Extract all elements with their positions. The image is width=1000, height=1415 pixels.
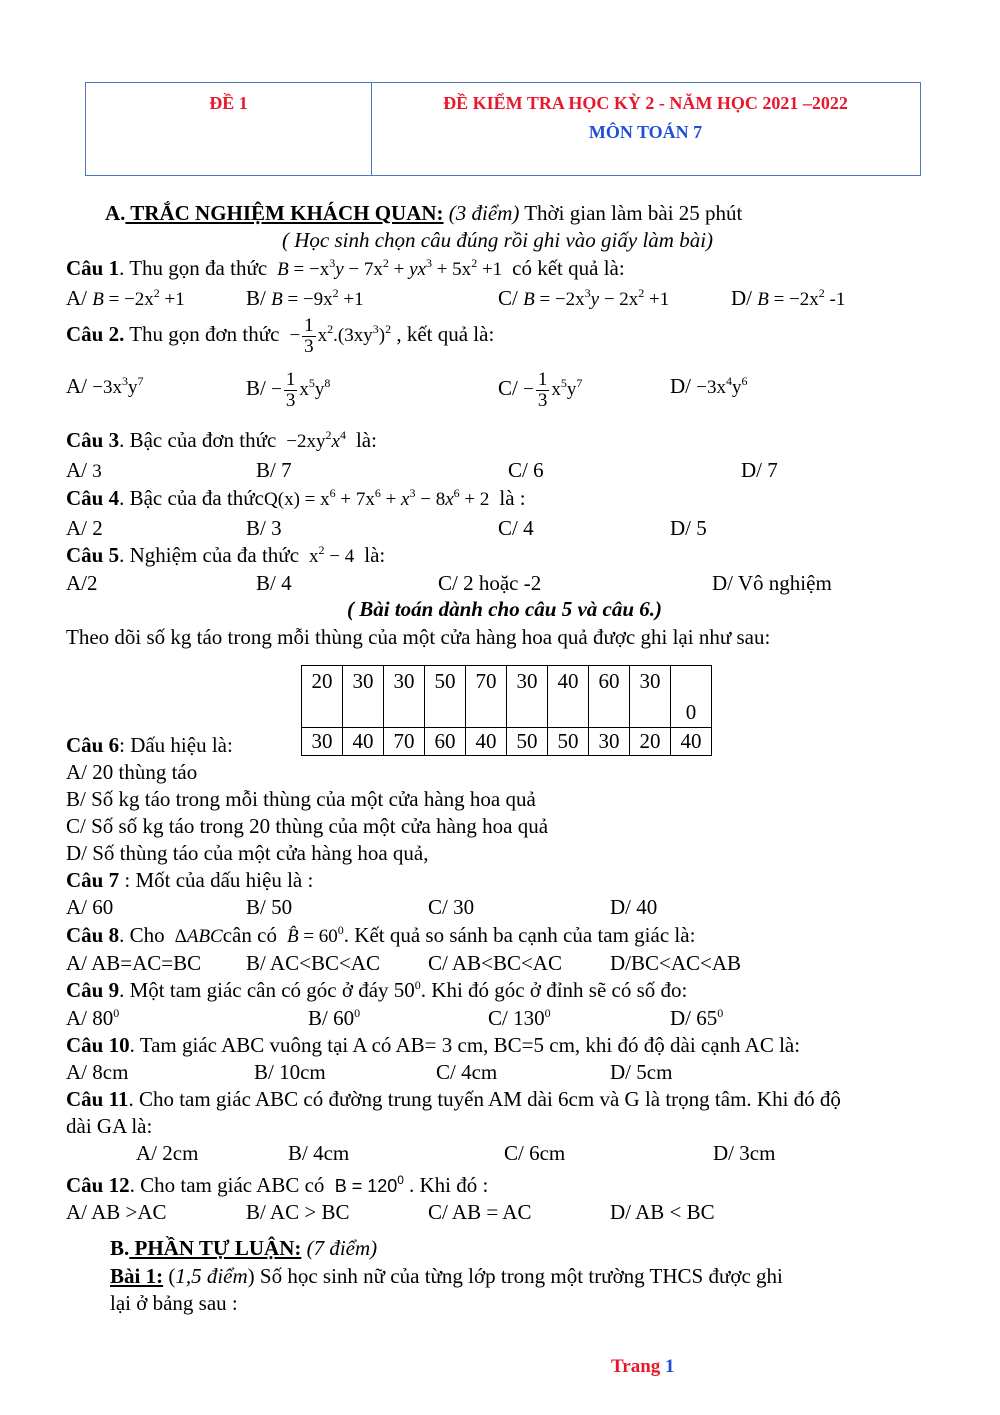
q9-option-c: C/ $130^0$ (488, 1006, 551, 1030)
question-4: Câu 4. Bậc của đa thứcQ(x) = $x^6 + 7x^6 + x^3 - 8x^6 + 2$ là : (66, 486, 526, 510)
q7-option-c: C/ 30 (428, 895, 475, 919)
q5-option-d: D/ Vô nghiệm (712, 571, 832, 595)
q2-option-b: B/ − $\frac{1}{3}$ $x^5y^8$ (246, 369, 331, 411)
table-cell: 20 (302, 666, 343, 728)
table-cell: 20 (630, 728, 671, 756)
page-footer: Trang 1 (611, 1356, 675, 1377)
q5-option-b: B/ 4 (256, 571, 292, 595)
q11-option-d: D/ 3cm (713, 1141, 776, 1165)
question-5: Câu 5. Nghiệm của đa thức $x^2 - 4$ là: (66, 543, 386, 567)
q9-option-b: B/ $60^0$ (308, 1006, 361, 1030)
problem-note: ( Bài toán dành cho câu 5 và câu 6.) (347, 597, 663, 621)
problem-text: Theo dõi số kg táo trong mỗi thùng của một cửa hàng hoa quả được ghi lại như sau: (66, 625, 771, 649)
q11-option-a: A/ 2cm (136, 1141, 199, 1165)
q12-option-a: A/ AB >AC (66, 1200, 167, 1224)
question-12: Câu 12. Cho tam giác ABC có $B = 120^0$ . Khi đó : (66, 1173, 489, 1197)
q4-option-a: A/ 2 (66, 516, 103, 540)
question-10: Câu 10. Tam giác ABC vuông tại A có AB= 3 cm, BC=5 cm, khi đó độ dài cạnh AC là: (66, 1033, 801, 1057)
question-9: Câu 9. Một tam giác cân có góc ở đáy $50^0$. Khi đó góc ở đỉnh sẽ có số đo: (66, 978, 688, 1002)
table-cell: 40 (466, 728, 507, 756)
q4-option-c: C/ 4 (498, 516, 534, 540)
table-cell: 60 (589, 666, 630, 728)
question-8: Câu 8. Cho ΔABCcân có B̂ = $60^0$. Kết quả so sánh ba cạnh của tam giác là: (66, 923, 696, 947)
q3-option-b: B/ 7 (256, 458, 292, 482)
bai-1-cont: lại ở bảng sau : (110, 1291, 238, 1315)
table-cell: 30 (343, 666, 384, 728)
question-7: Câu 7 : Mốt của dấu hiệu là : (66, 868, 314, 892)
table-cell: 70 (466, 666, 507, 728)
q10-option-a: A/ 8cm (66, 1060, 129, 1084)
q2-option-d: $D/ -3x^4y^6$ (670, 374, 748, 398)
q8-option-d: D/BC<AC<AB (610, 951, 742, 975)
table-cell (671, 666, 712, 728)
q12-option-b: B/ AC > BC (246, 1200, 350, 1224)
exam-title: ĐỀ KIỂM TRA HỌC KỲ 2 - NĂM HỌC 2021 –2022 (443, 93, 848, 113)
table-row (302, 728, 712, 756)
table-cell: 50 (425, 666, 466, 728)
exam-subject: MÔN TOÁN 7 (588, 122, 703, 142)
q1-option-c: C/ $B = -2x^3y - 2x^2 +1$ (498, 286, 670, 310)
q6-option-b: B/ Số kg táo trong mỗi thùng của một cửa hàng hoa quả (66, 787, 536, 811)
exam-code: ĐỀ 1 (209, 93, 248, 113)
table-cell-text: 0 (685, 700, 697, 724)
data-table (301, 665, 712, 756)
q7-option-b: B/ 50 (246, 895, 293, 919)
table-cell: 40 (671, 728, 712, 756)
question-3: Câu 3. Bậc của đơn thức $-2xy^2x^4$ là: (66, 428, 377, 452)
q7-option-a: A/ 60 (66, 895, 114, 919)
q12-option-c: C/ AB = AC (428, 1200, 532, 1224)
q1-option-a: A/ $B = -2x^2 +1$ (66, 286, 185, 310)
question-2: Câu 2. Thu gọn đơn thức − $\frac{1}{3}$ $x^2.(3xy^3)^2$ , kết quả là: (66, 315, 495, 357)
table-cell: 30 (507, 666, 548, 728)
table-cell: 30 (384, 666, 425, 728)
q7-option-d: D/ 40 (610, 895, 658, 919)
q8-option-b: B/ AC<BC<AC (246, 951, 380, 975)
q4-option-d: D/ 5 (670, 516, 707, 540)
header-box (85, 82, 921, 176)
section-a-instruction: ( Học sinh chọn câu đúng rồi ghi vào giấy làm bài) (282, 228, 714, 252)
q12-option-d: D/ AB < BC (610, 1200, 715, 1224)
q10-option-d: D/ 5cm (610, 1060, 673, 1084)
q10-option-c: C/ 4cm (436, 1060, 498, 1084)
q3-option-a: A/ 3 (66, 458, 102, 482)
question-11: Câu 11. Cho tam giác ABC có đường trung tuyến AM dài 6cm và G là trọng tâm. Khi đó độ (66, 1087, 841, 1111)
q1-option-b: B/ $B = -9x^2 +1$ (246, 286, 364, 310)
q1-option-d: D/ $B = -2x^2$ -1 (731, 286, 846, 310)
q5-option-a: A/2 (66, 571, 98, 595)
q6-option-a: A/ 20 thùng táo (66, 760, 198, 784)
q6-option-d: D/ Số thùng táo của một cửa hàng hoa quả, (66, 841, 429, 865)
q2-option-c: C/ − $\frac{1}{3}$ $x^5y^7$ (498, 369, 583, 411)
q3-option-c: C/ 6 (508, 458, 544, 482)
q8-option-a: A/ AB=AC=BC (66, 951, 202, 975)
q6-option-c: C/ Số số kg táo trong 20 thùng của một cửa hàng hoa quả (66, 814, 549, 838)
bai-1: Bài 1: (1,5 điểm) Số học sinh nữ của từng lớp trong một trường THCS được ghi (110, 1264, 783, 1288)
q11-option-c: C/ 6cm (504, 1141, 566, 1165)
q9-option-d: D/ $65^0$ (670, 1006, 724, 1030)
q9-option-a: A/ $80^0$ (66, 1006, 120, 1030)
table-row (302, 666, 712, 728)
question-1: Câu 1. Thu gọn đa thức $B = -x^3y - 7x^2 + yx^3 + 5x^2 +1$ có kết quả là: (66, 256, 625, 280)
question-6: Câu 6: Dấu hiệu là: (66, 733, 233, 757)
q8-option-c: C/ AB<BC<AC (428, 951, 562, 975)
table-cell: 60 (425, 728, 466, 756)
q2-option-a: $A/ -3x^3y^7$ (66, 374, 144, 398)
table-cell: 50 (507, 728, 548, 756)
q10-option-b: B/ 10cm (254, 1060, 326, 1084)
section-b-heading: B. PHẦN TỰ LUẬN: (7 điểm) (110, 1236, 378, 1260)
table-cell: 70 (384, 728, 425, 756)
table-cell: 50 (548, 728, 589, 756)
q3-option-d: D/ 7 (741, 458, 778, 482)
table-cell: 30 (302, 728, 343, 756)
q5-option-c: C/ 2 hoặc -2 (438, 571, 542, 595)
q11-option-b: B/ 4cm (288, 1141, 350, 1165)
section-a-heading: A. TRẮC NGHIỆM KHÁCH QUAN: (3 điểm) Thời gian làm bài 25 phút (105, 201, 743, 225)
table-cell: 40 (343, 728, 384, 756)
question-11-cont: dài GA là: (66, 1114, 153, 1138)
table-cell: 30 (589, 728, 630, 756)
table-cell: 40 (548, 666, 589, 728)
q4-option-b: B/ 3 (246, 516, 282, 540)
table-cell: 30 (630, 666, 671, 728)
